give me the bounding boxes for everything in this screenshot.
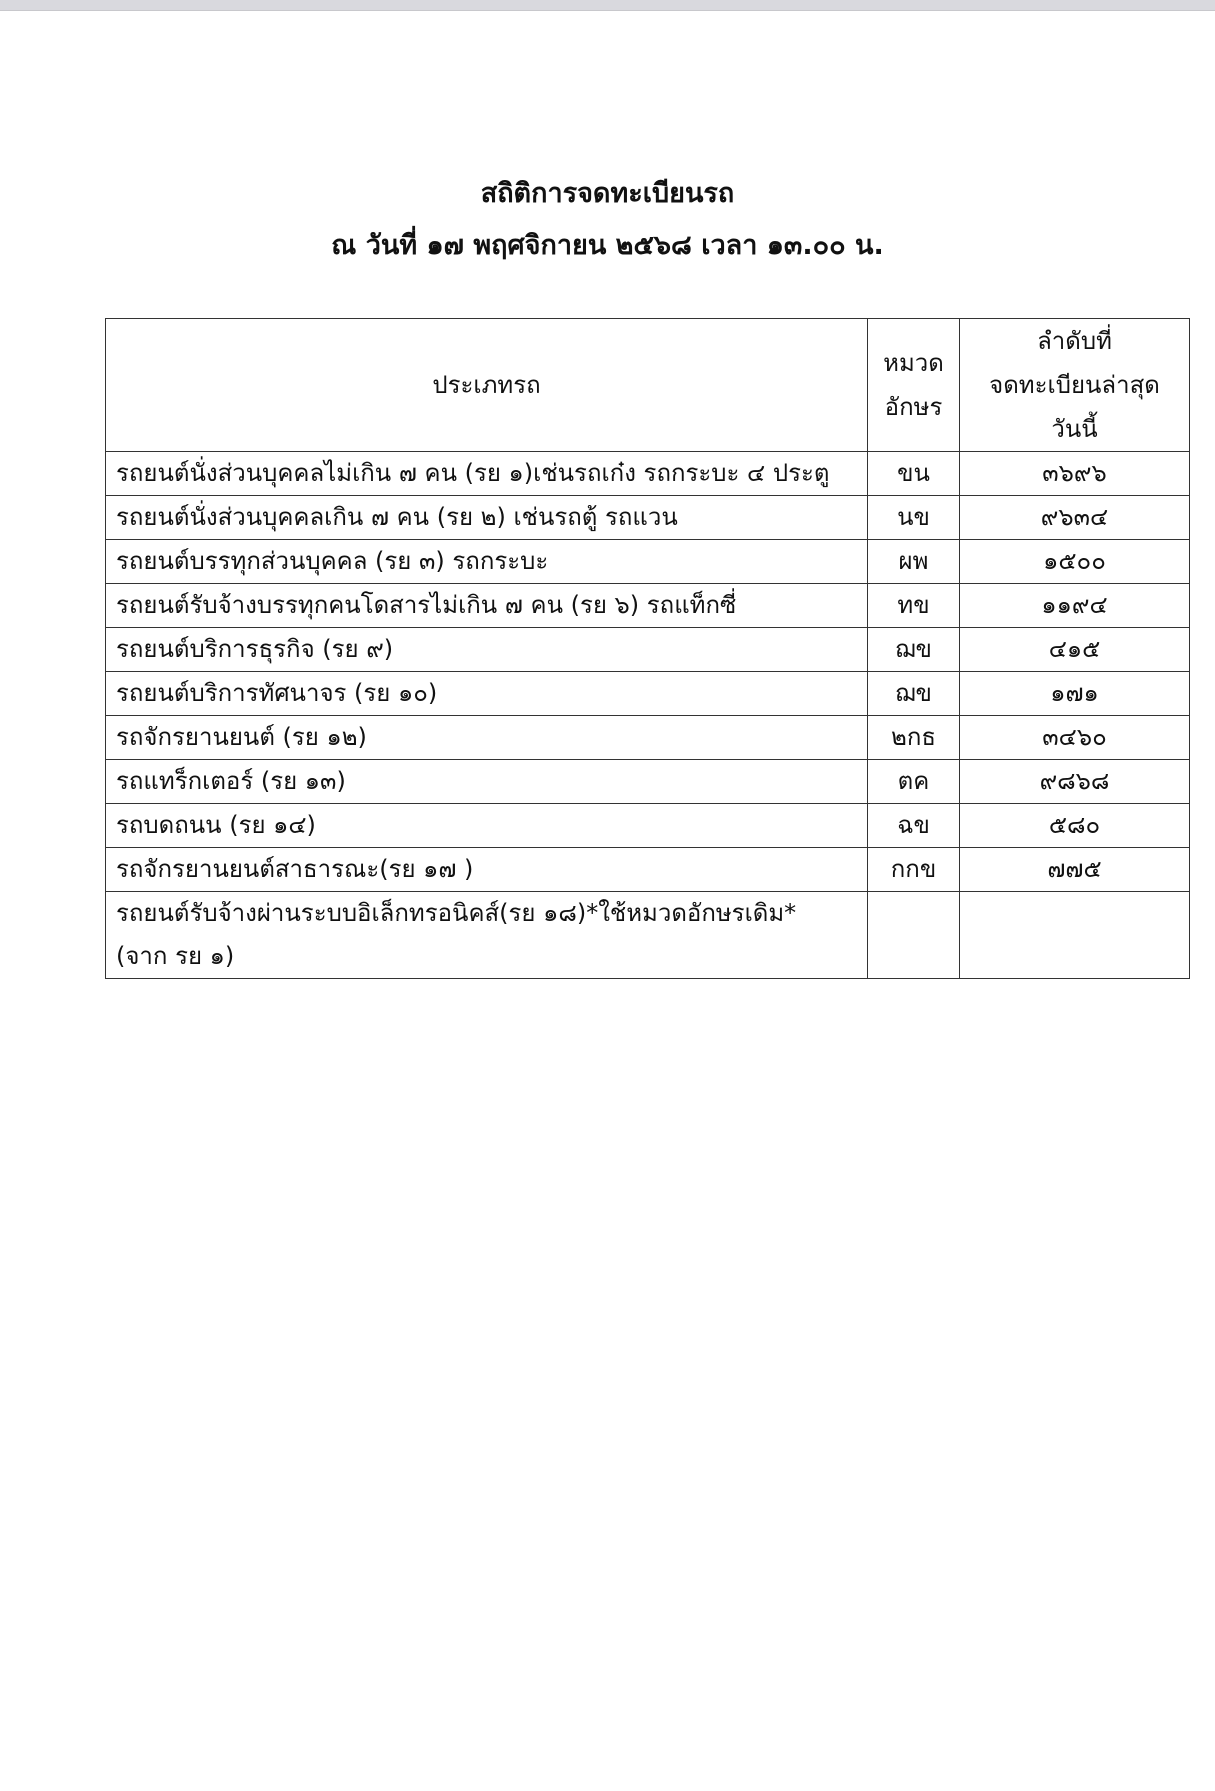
vehicle-type-cell: รถยนต์นั่งส่วนบุคคลไม่เกิน ๗ คน (รย ๑)เช่นรถเก๋ง รถกระบะ ๔ ประตู [106,452,868,496]
header-row [106,319,1190,452]
letter-code-cell: ขน [868,452,960,496]
vehicle-type-cell: รถยนต์บริการทัศนาจร (รย ๑๐) [106,672,868,716]
header-letter-code-line2: อักษร [884,393,943,421]
table-row [106,540,1190,584]
table-row [106,628,1190,672]
letter-code-cell: ๒กธ [868,716,960,760]
letter-code-cell: ผพ [868,540,960,584]
header-letter-code-line1: หมวด [883,349,944,377]
letter-code-cell: ฌข [868,628,960,672]
vehicle-type-cell: รถยนต์นั่งส่วนบุคคลเกิน ๗ คน (รย ๒) เช่นรถตู้ รถแวน [106,496,868,540]
latest-number-cell: ๙๖๓๔ [960,496,1190,540]
table-row-electronic-hire [106,892,1190,979]
header-latest-number-line1: ลำดับที่ [1037,327,1112,355]
vehicle-type-cell: รถยนต์บริการธุรกิจ (รย ๙) [106,628,868,672]
letter-code-cell: ฉข [868,804,960,848]
page-title: สถิติการจดทะเบียนรถ [480,178,735,209]
table-row [106,716,1190,760]
table-body [106,452,1190,979]
latest-number-cell: ๑๕๐๐ [960,540,1190,584]
latest-number-cell: ๔๑๕ [960,628,1190,672]
table-row [106,804,1190,848]
letter-code-cell [868,892,960,979]
header-latest-number-line3: วันนี้ [1051,415,1098,443]
vehicle-type-cell: รถแทร็กเตอร์ (รย ๑๓) [106,760,868,804]
latest-number-cell [960,892,1190,979]
vehicle-type-cell: รถยนต์รับจ้างบรรทุกคนโดสารไม่เกิน ๗ คน (รย ๖) รถแท็กซี่ [106,584,868,628]
latest-number-cell: ๙๘๖๘ [960,760,1190,804]
header-vehicle-type-label: ประเภทรถ [432,371,541,399]
vehicle-type-cell: รถจักรยานยนต์ (รย ๑๒) [106,716,868,760]
table-row [106,760,1190,804]
table-row [106,848,1190,892]
table-header [106,319,1190,452]
vehicle-type-line1: รถยนต์รับจ้างผ่านระบบอิเล็กทรอนิคส์(รย ๑๘)*ใช้หมวดอักษรเดิม* [116,899,797,927]
vehicle-type-cell: รถจักรยานยนต์สาธารณะ(รย ๑๗ ) [106,848,868,892]
vehicle-type-line2: (จาก รย ๑) [116,942,235,970]
table-row [106,584,1190,628]
latest-number-cell: ๑๗๑ [960,672,1190,716]
letter-code-cell: ฌข [868,672,960,716]
top-strip [0,0,1215,11]
letter-code-cell: ทข [868,584,960,628]
table-row [106,496,1190,540]
header-letter-code [868,319,960,452]
vehicle-type-cell: รถบดถนน (รย ๑๔) [106,804,868,848]
vehicle-type-cell: รถยนต์บรรทุกส่วนบุคคล (รย ๓) รถกระบะ [106,540,868,584]
registration-table [105,318,1190,979]
latest-number-cell: ๕๘๐ [960,804,1190,848]
letter-code-cell: นข [868,496,960,540]
header-latest-number-line2: จดทะเบียนล่าสุด [989,371,1160,399]
latest-number-cell: ๓๖๙๖ [960,452,1190,496]
table-row [106,672,1190,716]
table-row [106,452,1190,496]
page-subtitle: ณ วันที่ ๑๗ พฤศจิกายน ๒๕๖๘ เวลา ๑๓.๐๐ น. [331,230,884,261]
latest-number-cell: ๓๔๖๐ [960,716,1190,760]
latest-number-cell: ๑๑๙๔ [960,584,1190,628]
title-block [0,168,1215,272]
letter-code-cell: กกข [868,848,960,892]
header-vehicle-type [106,319,868,452]
latest-number-cell: ๗๗๕ [960,848,1190,892]
header-latest-number [960,319,1190,452]
letter-code-cell: ตค [868,760,960,804]
vehicle-type-cell [106,892,868,979]
